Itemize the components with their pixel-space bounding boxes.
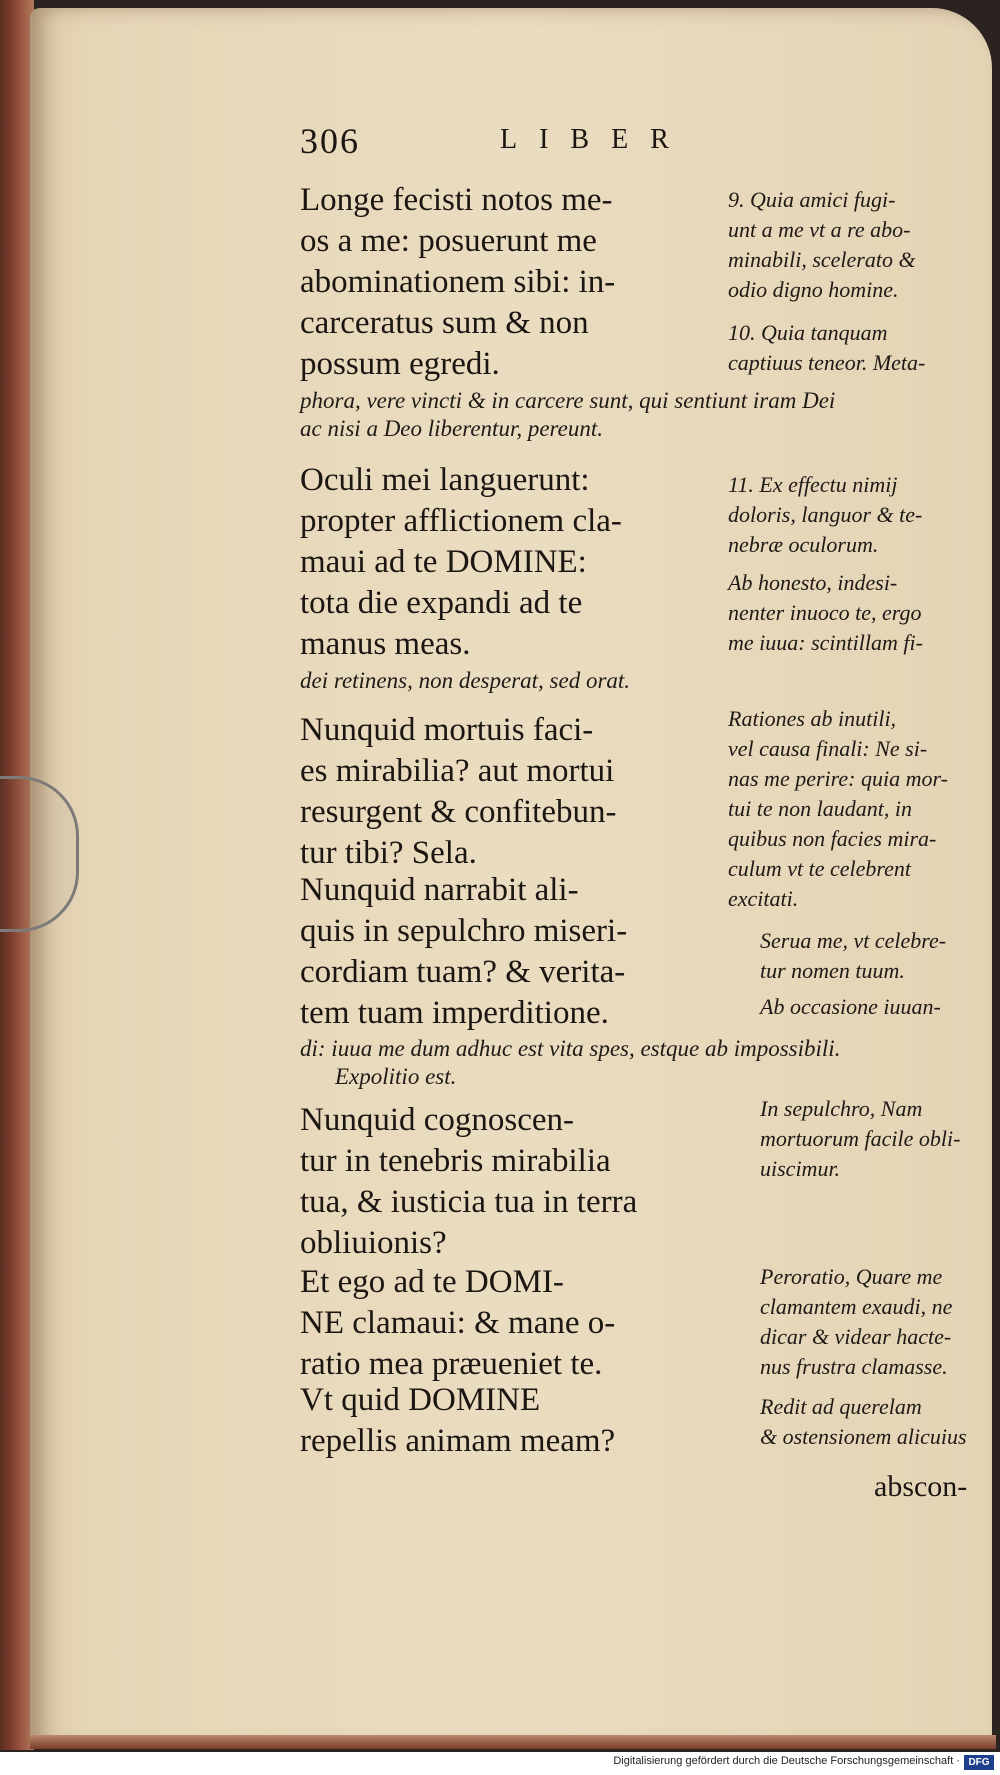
margin-note-12c bbox=[760, 992, 975, 1022]
verse-line: resurgent & confitebun- bbox=[300, 794, 617, 830]
verse-line: manus meas. bbox=[300, 626, 471, 662]
verse-block-14 bbox=[300, 1262, 710, 1385]
verse-line: tota die expandi ad te bbox=[300, 585, 583, 621]
verse-line: abominationem sibi: in- bbox=[300, 264, 616, 300]
verse-line: Nunquid narrabit ali- bbox=[300, 872, 579, 908]
verse-line: quis in sepulchro miseri- bbox=[300, 913, 628, 949]
verse-line: Et ego ad te DOMI- bbox=[300, 1264, 564, 1300]
verse-line: maui ad te DOMINE: bbox=[300, 544, 587, 580]
note-line: 10. Quia tanquam bbox=[728, 320, 888, 345]
margin-note-14 bbox=[760, 1262, 975, 1382]
note-line: & ostensionem alicuius bbox=[760, 1424, 967, 1449]
margin-note-12 bbox=[728, 704, 973, 914]
running-head: LIBER bbox=[500, 124, 691, 155]
note-line: 9. Quia amici fugi- bbox=[728, 187, 896, 212]
note-line: nebræ oculorum. bbox=[728, 532, 879, 557]
verse-line: cordiam tuam? & verita- bbox=[300, 954, 626, 990]
verse-line: Oculi mei languerunt: bbox=[300, 462, 590, 498]
digitization-footer bbox=[0, 1752, 1000, 1775]
margin-note-10 bbox=[728, 318, 973, 378]
note-line: tur nomen tuum. bbox=[760, 958, 905, 983]
verse-line: NE clamaui: & mane o- bbox=[300, 1305, 616, 1341]
margin-note-11b bbox=[728, 568, 973, 658]
note-line: quibus non facies mira- bbox=[728, 826, 937, 851]
page-number: 306 bbox=[300, 121, 360, 161]
note-line: Ab occasione iuuan- bbox=[760, 994, 941, 1019]
verse-block-11 bbox=[300, 710, 710, 874]
catchword: abscon- bbox=[874, 1470, 968, 1503]
page-bottom-edge bbox=[30, 1735, 996, 1749]
verse-block-13 bbox=[300, 1100, 710, 1264]
note-line: culum vt te celebrent bbox=[728, 856, 912, 881]
verse-line: tur in tenebris mirabilia bbox=[300, 1143, 611, 1179]
run-on-line: dei retinens, non desperat, sed orat. bbox=[300, 668, 631, 693]
note-line: Serua me, vt celebre- bbox=[760, 928, 947, 953]
note-line: vel causa finali: Ne si- bbox=[728, 736, 928, 761]
margin-note-9 bbox=[728, 185, 973, 305]
margin-note-12b bbox=[760, 926, 975, 986]
verse-line: os a me: posuerunt me bbox=[300, 223, 597, 259]
note-line: nus frustra clamasse. bbox=[760, 1354, 948, 1379]
note-line: Redit ad querelam bbox=[760, 1394, 922, 1419]
note-line: excitati. bbox=[728, 886, 799, 911]
note-line: nenter inuoco te, ergo bbox=[728, 600, 922, 625]
note-line: uiscimur. bbox=[760, 1156, 841, 1181]
verse-line: ratio mea præueniet te. bbox=[300, 1346, 603, 1382]
verse-line: propter afflictionem cla- bbox=[300, 503, 622, 539]
run-on-line: Expolitio est. bbox=[335, 1064, 457, 1089]
note-line: doloris, languor & te- bbox=[728, 502, 923, 527]
note-line: clamantem exaudi, ne bbox=[760, 1294, 953, 1319]
verse-line: tur tibi? Sela. bbox=[300, 835, 477, 871]
footer-text: Digitalisierung gefördert durch die Deutsche Forschungsgemeinschaft · bbox=[613, 1755, 960, 1767]
verse-line: Longe fecisti notos me- bbox=[300, 182, 613, 218]
note-line: dicar & videar hacte- bbox=[760, 1324, 952, 1349]
note-line: captiuus teneor. Meta- bbox=[728, 350, 926, 375]
verse-line: carceratus sum & non bbox=[300, 305, 589, 341]
verse-block-10 bbox=[300, 460, 710, 665]
verse-line: tem tuam imperditione. bbox=[300, 995, 609, 1031]
margin-note-15 bbox=[760, 1392, 975, 1452]
dfg-logo: DFG bbox=[964, 1755, 994, 1770]
verse-line: es mirabilia? aut mortui bbox=[300, 753, 615, 789]
note-line: minabili, scelerato & bbox=[728, 247, 916, 272]
note-line: 11. Ex effectu nimij bbox=[728, 472, 898, 497]
note-line: Peroratio, Quare me bbox=[760, 1264, 943, 1289]
verse-block-12 bbox=[300, 870, 710, 1034]
run-on-line: ac nisi a Deo liberentur, pereunt. bbox=[300, 416, 603, 441]
note-line: unt a me vt a re abo- bbox=[728, 217, 911, 242]
note-line: me iuua: scintillam fi- bbox=[728, 630, 923, 655]
verse-line: obliuionis? bbox=[300, 1225, 447, 1261]
margin-note-11 bbox=[728, 470, 973, 560]
verse-line: Vt quid DOMINE bbox=[300, 1382, 541, 1418]
note-line: odio digno homine. bbox=[728, 277, 899, 302]
margin-note-13 bbox=[760, 1094, 975, 1184]
verse-block-15 bbox=[300, 1380, 710, 1462]
verse-line: Nunquid cognoscen- bbox=[300, 1102, 575, 1138]
note-line: tui te non laudant, in bbox=[728, 796, 912, 821]
verse-line: possum egredi. bbox=[300, 346, 500, 382]
note-line: Ab honesto, indesi- bbox=[728, 570, 898, 595]
verse-line: repellis animam meam? bbox=[300, 1423, 616, 1459]
note-line: mortuorum facile obli- bbox=[760, 1126, 961, 1151]
note-line: In sepulchro, Nam bbox=[760, 1096, 923, 1121]
note-line: nas me perire: quia mor- bbox=[728, 766, 948, 791]
verse-line: tua, & iusticia tua in terra bbox=[300, 1184, 638, 1220]
verse-line: Nunquid mortuis faci- bbox=[300, 712, 594, 748]
page-header bbox=[300, 120, 780, 164]
note-line: Rationes ab inutili, bbox=[728, 706, 897, 731]
run-on-line: phora, vere vincti & in carcere sunt, qui sentiunt iram Dei bbox=[300, 388, 836, 413]
run-on-line: di: iuua me dum adhuc est vita spes, estque ab impossibili. bbox=[300, 1036, 841, 1061]
verse-block-9 bbox=[300, 180, 710, 385]
